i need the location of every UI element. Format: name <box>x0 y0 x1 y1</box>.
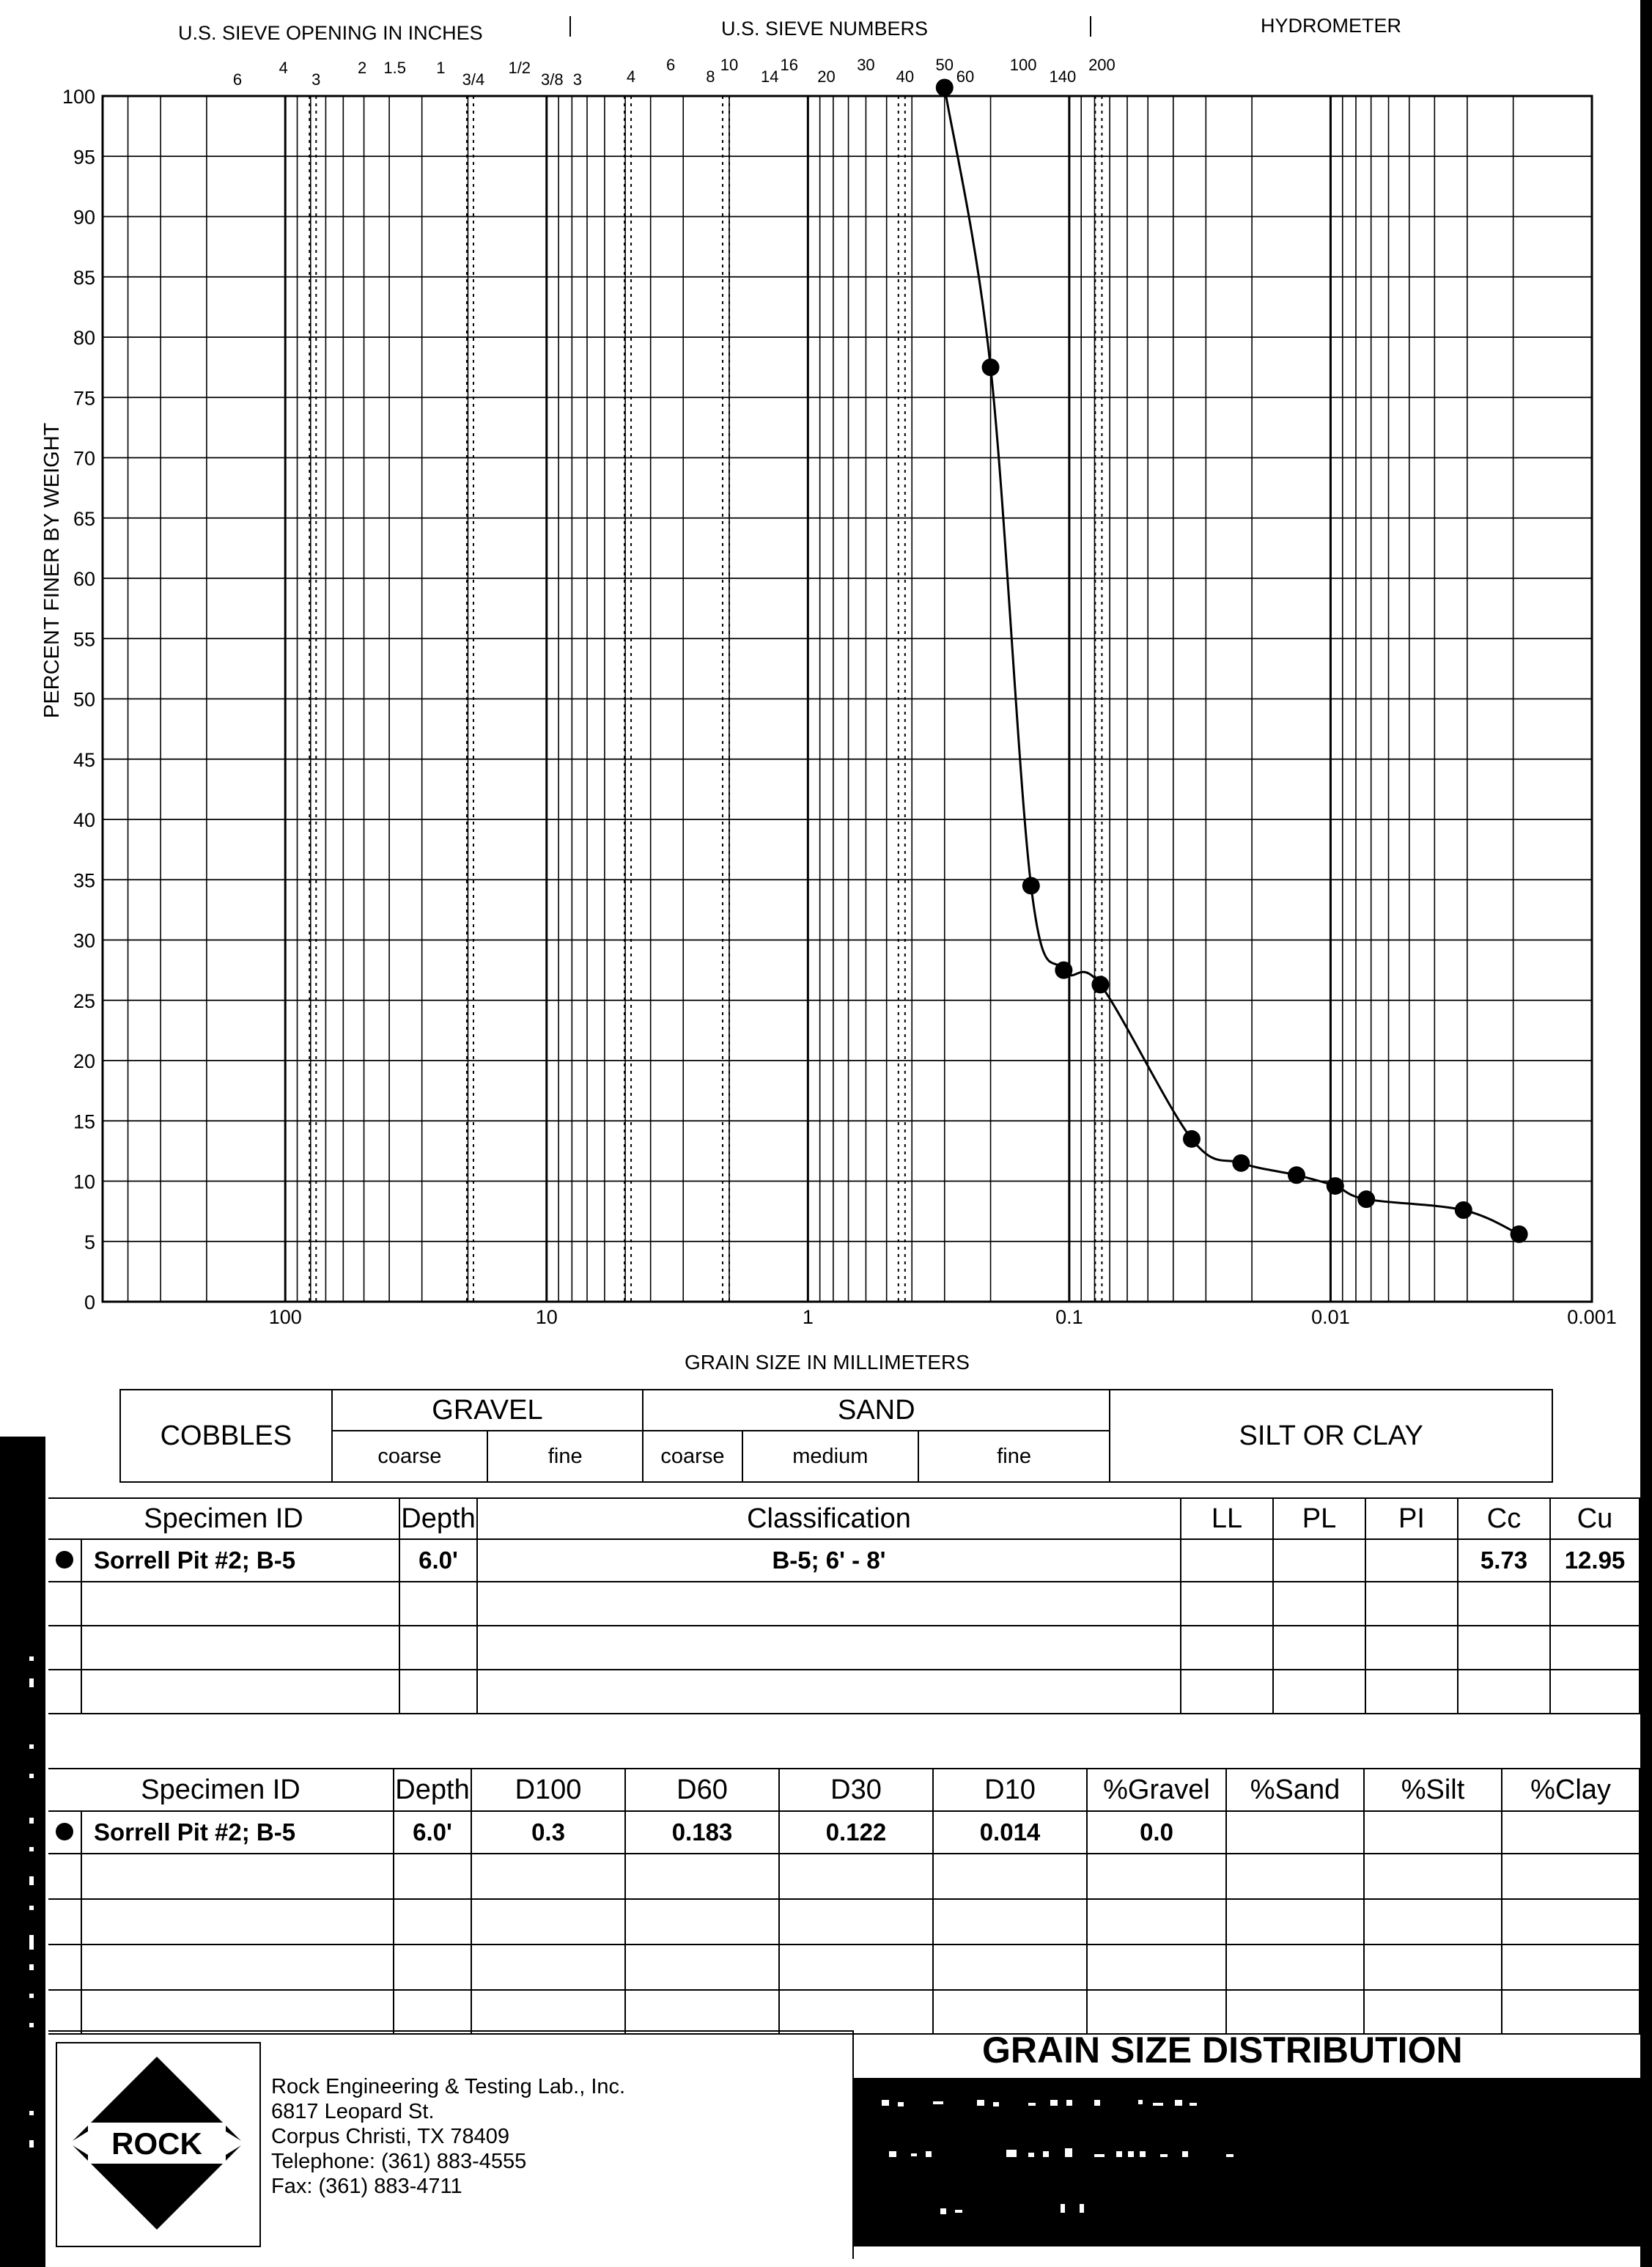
t2-gravel: 0.0 <box>1087 1811 1226 1854</box>
x-tick-label: 0.1 <box>1055 1306 1083 1328</box>
data-point <box>1511 1225 1528 1243</box>
t1-pi <box>1365 1539 1458 1582</box>
company-phone: Telephone: (361) 883-4555 <box>271 2150 527 2173</box>
data-point <box>1055 962 1072 979</box>
x-axis-title: GRAIN SIZE IN MILLIMETERS <box>685 1351 970 1374</box>
data-point <box>1183 1130 1201 1148</box>
data-point <box>1357 1190 1375 1208</box>
t2-d100: 0.3 <box>471 1811 625 1854</box>
data-point <box>1022 877 1040 894</box>
class-sand: SAND <box>643 1390 1110 1431</box>
t2-d60: 0.183 <box>625 1811 779 1854</box>
y-tick-label: 90 <box>73 206 95 229</box>
sieve-number-label: 50 <box>935 56 954 74</box>
y-tick-label: 60 <box>73 568 95 590</box>
company-city: Corpus Christi, TX 78409 <box>271 2125 510 2148</box>
sieve-number-label: 200 <box>1088 56 1116 74</box>
class-gravel-coarse: coarse <box>332 1431 488 1482</box>
y-tick-label: 55 <box>73 628 95 651</box>
t2-d30: 0.122 <box>779 1811 933 1854</box>
t2-h-gravel: %Gravel <box>1087 1769 1226 1811</box>
t1-cc: 5.73 <box>1458 1539 1550 1582</box>
scan-marks <box>0 1437 45 2267</box>
data-point <box>1232 1154 1250 1172</box>
t1-h-pl: PL <box>1273 1498 1365 1539</box>
y-tick-label: 15 <box>73 1110 95 1133</box>
data-point <box>1455 1201 1472 1219</box>
report-title: GRAIN SIZE DISTRIBUTION <box>982 2030 1463 2071</box>
sieve-number-label: 16 <box>780 56 798 74</box>
sieve-number-label: 10 <box>720 56 739 74</box>
sieve-number-label: 60 <box>956 67 975 86</box>
redacted-title-block <box>852 2078 1640 2246</box>
y-tick-label: 100 <box>62 86 95 108</box>
sieve-number-label: 30 <box>857 56 875 74</box>
t2-specimen: Sorrell Pit #2; B-5 <box>81 1811 394 1854</box>
y-tick-label: 50 <box>73 688 95 711</box>
y-tick-label: 10 <box>73 1171 95 1193</box>
x-tick-label: 10 <box>535 1306 558 1328</box>
t2-d10: 0.014 <box>933 1811 1087 1854</box>
company-name: Rock Engineering & Testing Lab., Inc. <box>271 2075 626 2098</box>
class-sand-fine: fine <box>918 1431 1110 1482</box>
sieve-number-label: 20 <box>817 67 836 86</box>
sieve-inch-label: 6 <box>232 70 243 89</box>
sieve-inch-label: 3/4 <box>462 70 485 89</box>
t2-data-row <box>48 1811 1640 1854</box>
t1-h-specimen: Specimen ID <box>48 1498 399 1539</box>
data-point <box>936 78 954 96</box>
sieve-number-label: 8 <box>706 67 715 86</box>
x-tick-label: 0.001 <box>1567 1306 1617 1328</box>
class-cobbles: COBBLES <box>120 1390 332 1482</box>
t1-classification: B-5; 6' - 8' <box>477 1539 1181 1582</box>
t2-h-d100: D100 <box>471 1769 625 1811</box>
t1-h-pi: PI <box>1365 1498 1458 1539</box>
company-street: 6817 Leopard St. <box>271 2100 435 2123</box>
class-silt-clay: SILT OR CLAY <box>1110 1390 1552 1482</box>
t1-h-ll: LL <box>1181 1498 1273 1539</box>
t2-h-d10: D10 <box>933 1769 1087 1811</box>
t2-series-marker <box>48 1811 81 1854</box>
y-tick-label: 80 <box>73 327 95 349</box>
t2-h-clay: %Clay <box>1502 1769 1640 1811</box>
y-tick-label: 45 <box>73 748 95 771</box>
sieve-inch-label: 3 <box>572 70 582 89</box>
y-tick-label: 95 <box>73 146 95 169</box>
t2-clay <box>1502 1811 1640 1854</box>
t2-h-silt: %Silt <box>1364 1769 1502 1811</box>
data-point <box>1091 976 1109 993</box>
company-info <box>271 2074 625 2199</box>
y-tick-label: 70 <box>73 447 95 470</box>
t1-series-marker <box>48 1539 81 1582</box>
y-axis-title: PERCENT FINER BY WEIGHT <box>40 422 64 718</box>
sieve-number-label: 14 <box>760 67 779 86</box>
y-tick-label: 85 <box>73 266 95 289</box>
t1-h-depth: Depth <box>399 1498 477 1539</box>
rock-logo <box>63 2049 251 2237</box>
t1-pl <box>1273 1539 1365 1582</box>
x-tick-label: 100 <box>268 1306 302 1328</box>
class-gravel-fine: fine <box>487 1431 643 1482</box>
logo-text: ROCK <box>111 2126 202 2161</box>
data-point <box>982 358 1000 376</box>
y-tick-label: 65 <box>73 507 95 530</box>
y-tick-label: 75 <box>73 387 95 410</box>
sieve-inch-label: 1.5 <box>383 59 406 77</box>
t1-ll <box>1181 1539 1273 1582</box>
t2-h-specimen: Specimen ID <box>48 1769 394 1811</box>
y-tick-label: 40 <box>73 809 95 831</box>
header-sieve-inches: U.S. SIEVE OPENING IN INCHES <box>178 22 483 44</box>
t1-h-classification: Classification <box>477 1498 1181 1539</box>
x-tick-label: 0.01 <box>1311 1306 1350 1328</box>
t1-h-cc: Cc <box>1458 1498 1550 1539</box>
t1-cu: 12.95 <box>1550 1539 1640 1582</box>
x-tick-label: 1 <box>802 1306 814 1328</box>
class-gravel: GRAVEL <box>332 1390 644 1431</box>
t1-data-row <box>48 1539 1640 1582</box>
t2-h-d30: D30 <box>779 1769 933 1811</box>
sieve-number-label: 140 <box>1049 67 1077 86</box>
t1-specimen: Sorrell Pit #2; B-5 <box>81 1539 399 1582</box>
data-point <box>1288 1166 1305 1184</box>
y-tick-label: 35 <box>73 869 95 892</box>
header-hydrometer: HYDROMETER <box>1261 15 1402 37</box>
t2-sand <box>1226 1811 1364 1854</box>
t1-depth: 6.0' <box>399 1539 477 1582</box>
y-tick-label: 20 <box>73 1050 95 1072</box>
sieve-inch-label: 3/8 <box>541 70 564 89</box>
sieve-number-label: 40 <box>896 67 915 86</box>
t2-silt <box>1364 1811 1502 1854</box>
sieve-inch-label: 1 <box>436 59 446 77</box>
sieve-inch-label: 1/2 <box>508 59 531 77</box>
classification-table <box>48 1497 1640 1714</box>
class-sand-coarse: coarse <box>643 1431 742 1482</box>
y-tick-label: 0 <box>84 1291 95 1313</box>
class-sand-medium: medium <box>742 1431 918 1482</box>
sieve-number-label: 6 <box>666 56 676 74</box>
sieve-inch-label: 3 <box>311 70 321 89</box>
sieve-number-label: 100 <box>1009 56 1037 74</box>
data-point <box>1327 1177 1344 1195</box>
t2-h-d60: D60 <box>625 1769 779 1811</box>
sieve-inch-label: 4 <box>279 59 288 77</box>
header-sieve-numbers: U.S. SIEVE NUMBERS <box>721 18 929 40</box>
y-tick-label: 5 <box>84 1231 95 1253</box>
t2-depth: 6.0' <box>394 1811 471 1854</box>
company-fax: Fax: (361) 883-4711 <box>271 2175 462 2198</box>
t1-h-cu: Cu <box>1550 1498 1640 1539</box>
y-tick-label: 25 <box>73 989 95 1012</box>
sieve-inch-label: 2 <box>357 59 367 77</box>
gradation-table <box>48 1768 1640 2035</box>
soil-class-band <box>119 1389 1553 1483</box>
gradation-curve <box>945 87 1519 1234</box>
t2-h-depth: Depth <box>394 1769 471 1811</box>
sieve-number-label: 4 <box>626 67 636 86</box>
t2-h-sand: %Sand <box>1226 1769 1364 1811</box>
y-tick-label: 30 <box>73 929 95 952</box>
